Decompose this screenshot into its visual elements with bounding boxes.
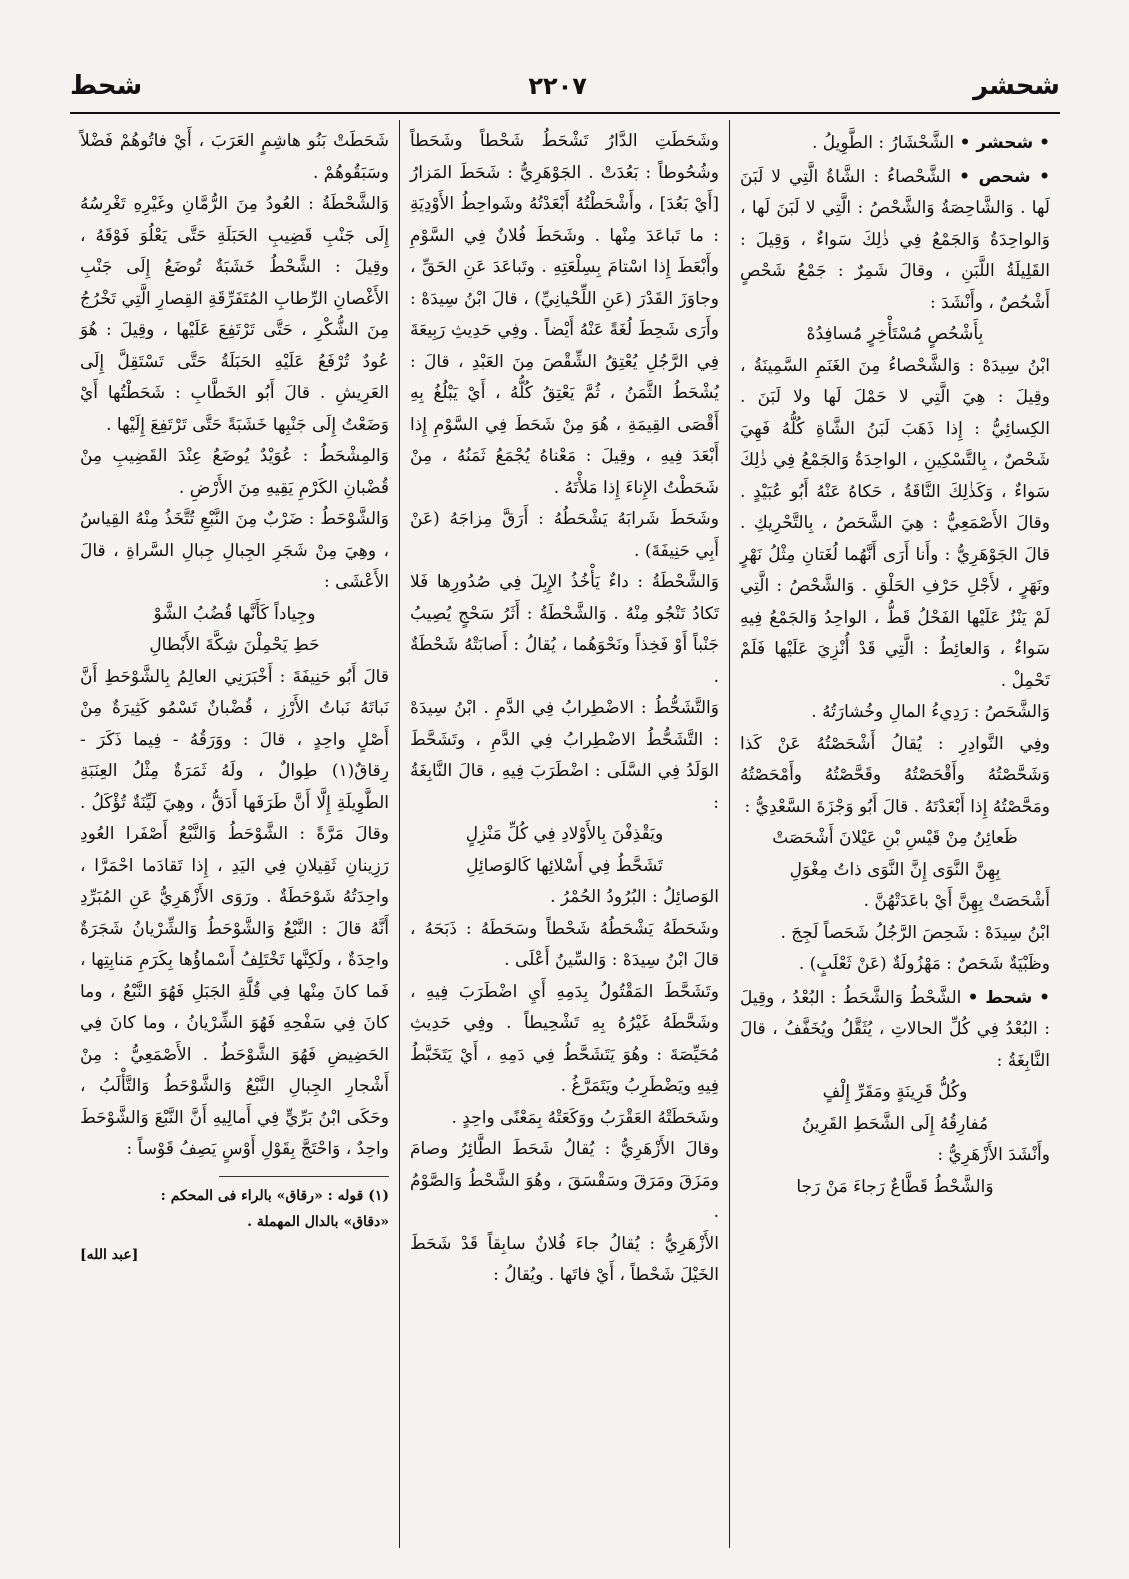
text-paragraph (740, 697, 1050, 729)
text-paragraph (740, 351, 1050, 698)
entry-text: وشَحَطَتِ الدَّارُ تَشْحَطُ شَحْطاً وشَحَطاً وشُحُوطاً : بَعُدَتْ . الجَوْهَرِيُّ : شَحَطَ المَزارُ [أَيْ بَعُدَ] ، وأَشْحَطْتُهُ أَبْعَدْتُهُ وشَواحِطُ الأَوْدِيَةِ : ما تَباعَدَ مِنْها . وشَحَطَ فُلانٌ فِي السَّوْمِ وأَبْعَطَ إِذا اسْتامَ بِسِلْعَتِهِ . وتَباعَدَ عَنِ الحَقِّ ، وجاوَزَ القَدْرَ (عَنِ اللِّحْيانِيِّ) ، قالَ ابْنُ سِيدَهْ : وأَرَى شَحِطَ لُغَةً عَنْهُ أَيْضاً . وفِي حَدِيثِ رَبِيعَةَ فِي الرَّجُلِ يُعْتِقُ الشِّقْصَ مِنَ العَبْدِ ، قالَ : يُشْحَطُ الثَّمَنُ ، ثُمَّ يَعْتِقُ كُلُّهُ ، أَيْ يَبْلُغُ بِهِ أَقْصَى القِيمَةِ ، هُوَ مِنْ شَحَطَ فِي السَّوْمِ إِذا أَبْعَدَ فِيهِ ، وقِيلَ : مَعْناهُ يُجْمَعُ ثَمَنُهُ ، مِنْ شَحَطْتُ الإِناءَ إِذا مَلأْتَهُ . (410, 131, 719, 498)
headword: • شحص • (959, 166, 1051, 187)
entry-text: وَالتَّشَحُّطُ : الاضْطِرابُ فِي الدَّمِ . ابْنُ سِيدَهْ : التَّشَحُّطُ الاضْطِرابُ فِي الدَّمِ ، وتَشَحَّطَ الوَلَدُ فِي السَّلَى : اضْطَرَبَ فِيهِ ، قالَ النَّابِغَةُ : (410, 698, 719, 813)
entry-text: وفِي النَّوادِرِ : يُقالُ أَشْحَصْتُهُ عَنْ كَذا وَشَحَّصْتُهُ وأَقْحَصْتُهُ وقَحَّصْتُهُ وأَمْحَصْتُهُ ومَحَّصْتُهُ إِذا أَبْعَدْتَهُ . قالَ أَبُو وَجْزَةَ السَّعْدِيُّ : (740, 733, 1050, 817)
text-paragraph (80, 126, 389, 189)
left-column (70, 120, 400, 1548)
entry-text: وشَحَطَهُ يَشْحَطُهُ شَحْطاً وسَحَطَهُ : ذَبَحَهُ ، قالَ ابْنُ سِيدَهْ : وَالسِّينُ أَعْلَى . (410, 918, 719, 970)
entry-text: وقالَ الأَزْهَرِيُّ : يُقالُ شَحَطَ الطَّائِرُ وصامَ ومَزَقَ ومَرَقَ وسَقْسَقَ ، وهُوَ الشَّحْطُ وَالصَّوْمُ . (410, 1139, 719, 1222)
dictionary-page (70, 48, 1060, 1548)
text-paragraph (410, 567, 719, 693)
text-paragraph (80, 504, 389, 599)
text-paragraph (80, 441, 389, 504)
text-paragraph (410, 977, 719, 1103)
text-paragraph (410, 693, 719, 819)
verse-line: ويَقْذِفْنَ بِالأَوْلادِ فِي كُلِّ مَنْزِلٍ (465, 824, 664, 844)
right-column (730, 120, 1060, 1548)
editor-signature: [عبد الله] (80, 1246, 139, 1263)
footnote-line: (١) قوله : «رقاق» بالراء فى المحكم : (160, 1187, 389, 1204)
header-right-word: شحشر (973, 71, 1060, 101)
entry-text: وتَشَحَّطَ المَقْتُولُ بِدَمِهِ أَيِ اضْطَرَبَ فِيهِ ، وشَحَّطَهُ غَيْرُهُ بِهِ تَشْحِيطاً . وفِي حَدِيثِ مُحَيِّصَةَ : وهُوَ يَتَشَحَّطُ فِي دَمِهِ ، أَيْ يَتَخَبَّطُ فِيهِ ويَضْطَرِبُ ويَتَمَرَّغُ . (410, 981, 719, 1096)
middle-column (400, 120, 730, 1548)
text-paragraph (410, 504, 719, 567)
text-paragraph (740, 918, 1050, 950)
entry-text: شَحَطَتْ بَنُو هاشِمٍ العَرَبَ ، أَيْ فاتُوهُمْ فَضْلاً وسَبَقُوهُمْ . (80, 131, 389, 183)
verse-line: بِأَشْحُصٍ مُسْتَأْخِرٍ مُسافِدُهْ (806, 324, 984, 344)
entry-text: الوَصائِلُ : البُرُودُ الحُمْرُ . (550, 887, 719, 907)
header-rule (70, 112, 1060, 114)
text-paragraph (410, 882, 719, 914)
entry-text: الشَّحْشَارُ : الطَّوِيلُ . (811, 133, 955, 153)
text-paragraph (740, 949, 1050, 981)
entry-text: وَالشَّحْطَةُ : العُودُ مِنَ الرُّمَّانِ وغَيْرِهِ تَغْرِسُهُ إِلَى جَنْبِ قَضِيبِ الحَبَلَةِ حَتَّى يَعْلُوَ فَوْقَهُ ، وقِيلَ : الشَّحْطُ خَشَبَةٌ تُوضَعُ إِلَى جَنْبِ الأَغْصانِ الرِّطابِ المُتَفَرِّقَةِ القِصارِ الَّتِي تَخْرُجُ مِنَ الشُّكْرِ ، حَتَّى تَرْتَفِعَ عَلَيْها ، وقِيلَ : هُوَ عُودٌ تُرْفَعُ عَلَيْهِ الحَبَلَةُ حَتَّى تَسْتَقِلَّ إِلَى العَرِيشِ . قالَ أَبُو الخَطَّابِ : شَحَطْتُها أَيْ وَضَعْتُ إِلَى جَنْبِها خَشَبَةً حَتَّى تَرْتَفِعَ إِلَيْها . (80, 194, 389, 435)
page-number: ٢٢٠٧ (528, 72, 587, 100)
verse-line: ظَعائِنُ مِنْ قَيْسِ بْنِ عَيْلانَ أَشْحَصَتْ (772, 828, 1018, 848)
entry-text: وَالمِشْحَطُ : عُوَيْدٌ يُوضَعُ عِنْدَ القَضِيبِ مِنْ قُضْبانِ الكَرْمِ يَقِيهِ مِنَ الأَرْضِ . (80, 446, 389, 498)
entry-text: أَشْحَصَتْ بِهِنَّ أَيْ باعَدَتْهُنَّ . (863, 891, 1050, 911)
entry-text: وشَحَطَتْهُ العَقْرَبُ ووَكَعَتْهُ بِمَعْنًى واحِدٍ . (451, 1107, 719, 1128)
text-paragraph (80, 189, 389, 441)
entry-text: وشَحَطَ شَرابَهُ يَشْحَطُهُ : أَرَقَّ مِزاجَهُ (عَنْ أَبِي حَنِيفَةَ) . (410, 509, 719, 561)
entry-text: قالَ أَبُو حَنِيفَةَ : أَخْبَرَنِي العالِمُ بِالشَّوْحَطِ أَنَّ نَباتَهُ نَباتُ الأَرْزِ ، قُضْبانٌ تَسْمُو كَثِيرَةٌ مِنْ أَصْلٍ واحِدٍ ، قالَ : ووَرَقُهُ - فِيما ذَكَرَ - رِقاقٌ(١) طِوالٌ ، ولَهُ ثَمَرَةٌ مِثْلُ العِنَبَةِ الطَّوِيلَةِ إِلَّا أَنَّ طَرَفَها أَدَقُّ ، وهِيَ لَيِّنَةٌ تُؤْكَلُ . وقالَ مَرَّةً : الشَّوْحَطُ وَالنَّبْعُ أَصْفَرا العُودِ رَزِينانِ ثَقِيلانِ فِي اليَدِ ، إِذا تَقادَما احْمَرَّا ، واحِدَتُهُ شَوْحَطَةٌ . ورَوَى الأَزْهَرِيُّ عَنِ المُبَرِّدِ أَنَّهُ قالَ : النَّبْعُ وَالشَّوْحَطُ وَالشِّرْيانُ شَجَرَةٌ واحِدَةٌ ، ولَكِنَّها تَخْتَلِفُ أَسْماؤُها بِكَرَمِ مَنابِتِها ، فَما كانَ مِنْها فِي قُلَّةِ الجَبَلِ فَهُوَ النَّبْعُ ، وما كانَ فِي سَفْحِهِ فَهُوَ الشِّرْيانُ ، وما كانَ فِي الحَضِيضِ فَهُوَ الشَّوْحَطُ . الأَصْمَعِيُّ : مِنْ أَشْجارِ الجِبالِ النَّبْعُ وَالشَّوْحَطُ وَالتَّأْلَبُ ، وحَكَى ابْنُ بَرِّيٍّ فِي أَمالِيهِ أَنَّ النَّبْعَ وَالشَّوْحَطَ واحِدٌ ، وَاحْتَجَّ بِقَوْلِ أَوْسٍ يَصِفُ قَوْساً : (80, 666, 389, 1159)
entry-paragraph (740, 128, 1050, 160)
entry-paragraph (740, 162, 1050, 320)
headword: • شحشر • (959, 133, 1050, 153)
entry-text: وَالشَّحْطَةُ : داءٌ يَأْخُذُ الإِبِلَ فِي صُدُورِها فَلا تَكادُ تَنْجُو مِنْهُ . وَالشَّحْطَةُ : أَثَرُ سَحْجٍ يُصِيبُ جَنْباً أَوْ فَخِذاً ونَحْوَهُما ، يُقالُ : أَصابَتْهُ شَحْطَةٌ . (410, 572, 719, 687)
verse-line: وكُلُّ قَرِينَةٍ ومَقَرِّ إِلْفٍ (822, 1082, 968, 1102)
text-paragraph (410, 1134, 719, 1229)
entry-text: الشَّحْصاءُ : الشَّاةُ الَّتِي لا لَبَنَ لَها . وَالشَّاحِصَةُ وَالشَّحْصُ : الَّتِي لا لَبَنَ لَها ، وَالواحِدَةُ وَالجَمْعُ فِي ذٰلِكَ سَواءٌ ، وَقِيلَ : القَلِيلَةُ اللَّبَنِ ، وقالَ شَمِرٌ : جَمْعُ شَحْصٍ أَشْحُصٌ ، وأَنْشَدَ : (740, 166, 1050, 313)
footnote-line: «دقاق» بالدال المهملة . (247, 1213, 389, 1230)
text-paragraph (740, 886, 1050, 918)
verse-line: وجِياداً كَأَنَّها قُضُبُ الشَّوْ (153, 603, 316, 624)
text-paragraph (410, 126, 719, 504)
verse-line: تَشَحَّطُ فِي أَسْلائِها كَالوَصائِلِ (466, 855, 663, 876)
entry-text: الأَزْهَرِيُّ : يُقالُ جاءَ فُلانٌ سابِقاً قَدْ شَحَطَ الخَيْلَ شَحْطاً ، أَيْ فاتَها . ويُقالُ : (410, 1233, 719, 1285)
footnote-rule (219, 1176, 389, 1177)
text-paragraph (80, 662, 389, 1166)
entry-text: الشَّحْطُ وَالشَّحَطُ : البُعْدُ ، وقِيلَ : البُعْدُ فِي كُلِّ الحالاتِ ، يُثَقَّلُ ويُخَفَّفُ ، قالَ النَّابِغَةُ : (740, 987, 1050, 1071)
header-left-word: شحط (70, 71, 143, 101)
verse-line: مُفارِقُهُ إِلَى الشَّحَطِ القَرِينُ (801, 1113, 989, 1134)
entry-text: وَالشَّحَصُ : رَدِيءُ المالِ وخُشارَتُهُ . (811, 702, 1050, 722)
text-paragraph (410, 914, 719, 977)
text-paragraph (740, 1140, 1050, 1172)
text-paragraph (410, 1229, 719, 1292)
entry-paragraph (740, 983, 1050, 1078)
page-header (70, 66, 1060, 106)
verse-line: وَالشَّحْطُ قَطَّاعٌ رَجاءَ مَنْ رَجا (796, 1176, 994, 1197)
entry-text: وظَبْيَةٌ شَحَصٌ : مَهْزُولَةٌ (عَنْ ثَعْلَبٍ) . (798, 954, 1050, 974)
entry-text: وأَنْشَدَ الأَزْهَرِيُّ : (937, 1145, 1050, 1165)
entry-text: وَالشَّوْحَطُ : ضَرْبٌ مِنَ النَّبْعِ تُتَّخَذُ مِنْهُ القِياسُ ، وهِيَ مِنْ شَجَرِ الجِبالِ جِبالِ السَّراةِ ، قالَ الأَعْشَى : (80, 509, 389, 592)
text-paragraph (410, 1103, 719, 1135)
text-columns (70, 120, 1060, 1548)
entry-text: ابْنُ سِيدَهْ : شَحِصَ الرَّجُلُ شَحَصاً لَجِجَ . (780, 922, 1050, 943)
verse-line: حَطِ يَحْمِلْنَ شِكَّةَ الأَبْطالِ (149, 635, 320, 655)
text-paragraph (740, 729, 1050, 824)
headword: • شحط • (967, 987, 1050, 1008)
entry-text: ابْنُ سِيدَهْ : وَالشَّحْصاءُ مِنَ الغَنَمِ السَّمِينَةُ ، وقِيلَ : هِيَ الَّتِي لا حَمْلَ لَها ولا لَبَنَ . الكِسائِيُّ : إِذا ذَهَبَ لَبَنُ الشَّاةِ كُلُّهُ فَهِيَ شَحْصٌ ، بِالتَّسْكِينِ ، الواحِدَةُ وَالجَمْعُ فِي ذٰلِكَ سَواءٌ ، وَكَذٰلِكَ النَّاقَةُ ، حَكاهُ عَنْهُ أَبُو عُبَيْدٍ . وقالَ الأَصْمَعِيُّ : هِيَ الشَّحَصُ ، بِالتَّحْرِيكِ . قالَ الجَوْهَرِيُّ : وأَنا أَرَى أَنَّهُما لُغَتانِ مِثْلُ نَهْرٍ ونَهَرٍ ، لأَجْلِ حَرْفِ الحَلْقِ . وَالشَّحْصُ : الَّتِي لَمْ يَنْزُ عَلَيْها الفَحْلُ قَطُّ ، الواحِدُ وَالجَمْعُ فِيهِ سَواءٌ ، وَالعائِطُ : الَّتِي قَدْ أُنْزِيَ عَلَيْها فَلَمْ تَحْمِلْ . (740, 355, 1050, 691)
verse-line: بِهِنَّ النَّوَى إِنَّ النَّوَى ذاتُ مِغْوَلِ (789, 859, 1001, 880)
